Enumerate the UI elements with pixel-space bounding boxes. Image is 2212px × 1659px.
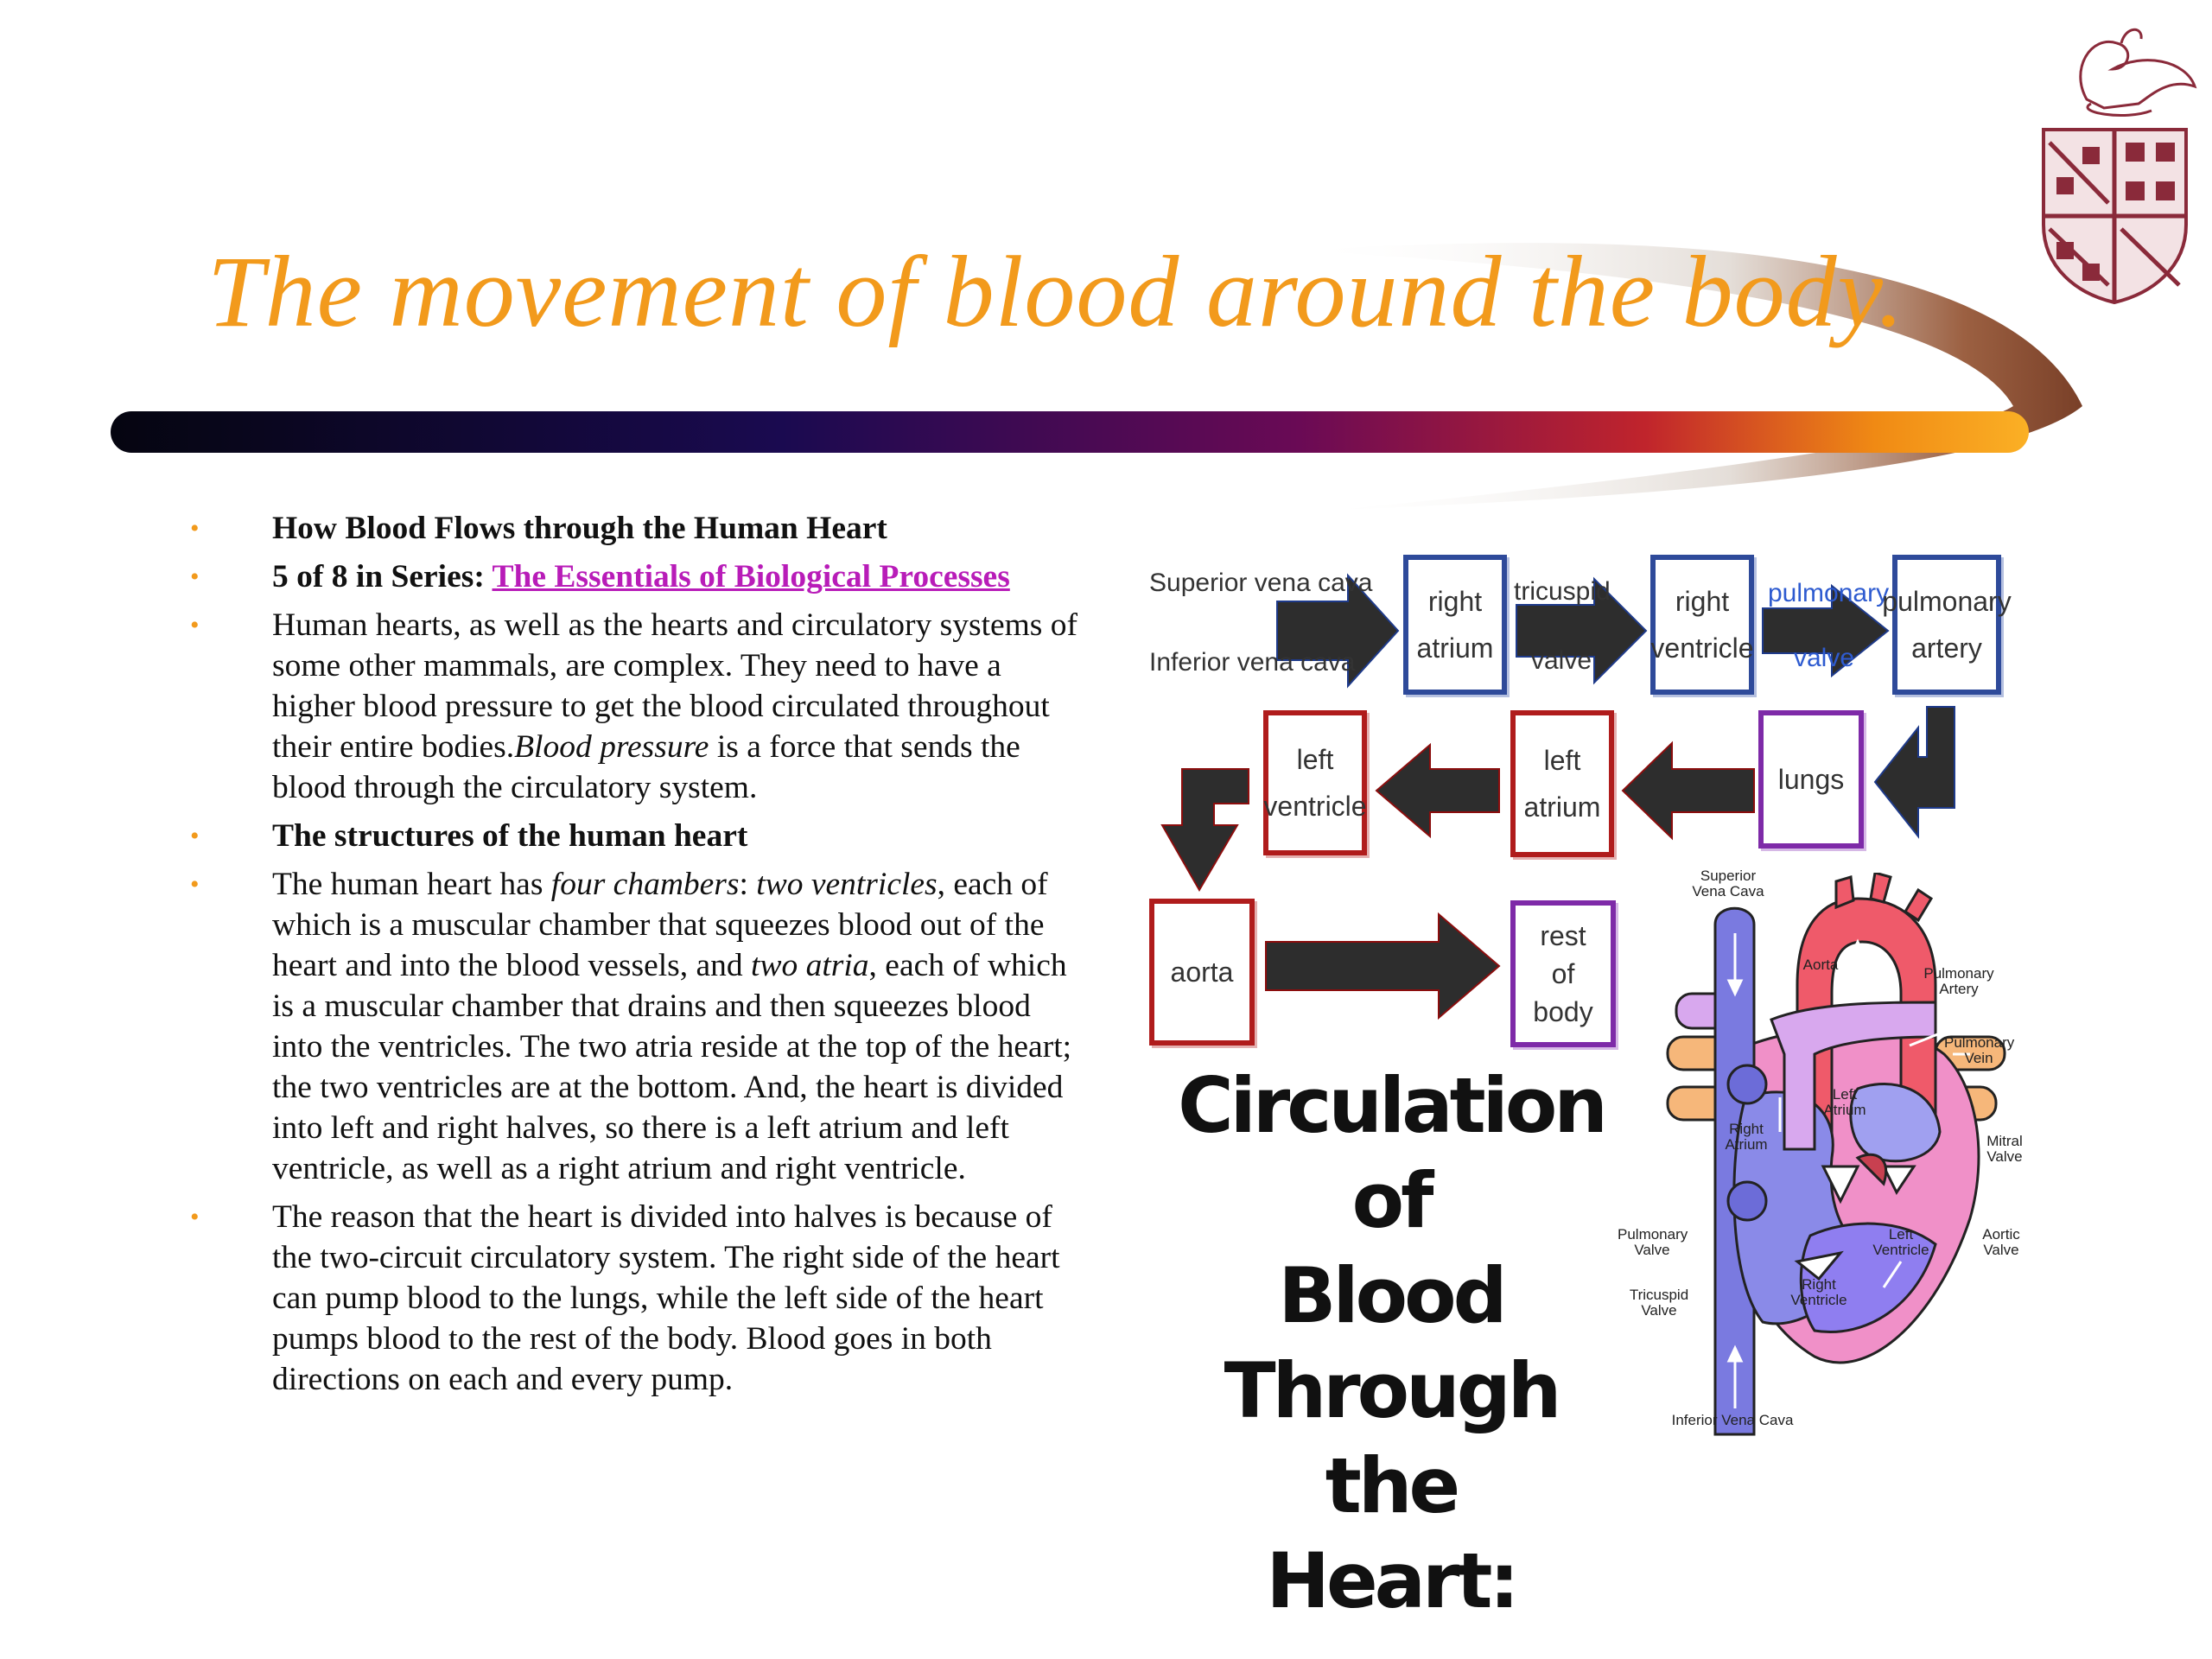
bullet-dot: • bbox=[190, 563, 200, 591]
flow-label-valve: valve bbox=[1531, 646, 1592, 675]
circulation-heading bbox=[1175, 1058, 1607, 1629]
series-link[interactable]: The Essentials of Biological Processes bbox=[492, 559, 1010, 594]
bullet-heading-text: The structures of the human heart bbox=[272, 818, 748, 854]
heart-label-pulmonary-vein: Pulmonary Vein bbox=[1944, 1034, 2015, 1066]
flow-box-left-ventricle bbox=[1263, 710, 1367, 855]
flow-box-text: ventricle bbox=[1650, 632, 1754, 664]
flow-box-text: atrium bbox=[1416, 632, 1494, 664]
heart-label-pulmonary-artery: Pulmonary Artery bbox=[1923, 965, 1994, 997]
heart-label-superior-vena-cava: Superior Vena Cava bbox=[1692, 868, 1764, 899]
heart-label-left-atrium: Left Atrium bbox=[1823, 1086, 1866, 1118]
arrow-right bbox=[1266, 914, 1499, 1018]
circulation-heading-line: Blood bbox=[1278, 1251, 1504, 1340]
flow-box-left-atrium bbox=[1510, 710, 1614, 857]
flow-label-tricuspid: tricuspid bbox=[1514, 577, 1611, 606]
flow-box-text: body bbox=[1533, 996, 1593, 1027]
bullet-text: The human heart has bbox=[272, 867, 551, 902]
flow-label-pulmonary: pulmonary bbox=[1768, 579, 1890, 607]
flow-box-text: pulmonary bbox=[1882, 586, 2012, 617]
arrow-left bbox=[1623, 743, 1754, 838]
bullet-dot: • bbox=[190, 822, 200, 850]
heart-label-right-atrium: Right Atrium bbox=[1725, 1121, 1768, 1153]
heart-label-aorta: Aorta bbox=[1802, 957, 1839, 973]
flow-box-text: lungs bbox=[1777, 764, 1845, 795]
flow-box-pulmonary-artery bbox=[1882, 555, 2012, 695]
heart-label-inferior-vena-cava: Inferior Vena Cava bbox=[1671, 1412, 1794, 1428]
flow-box-text: rest bbox=[1540, 920, 1586, 951]
arrow-down-left bbox=[1875, 707, 1955, 836]
series-label: 5 of 8 in Series: bbox=[272, 559, 493, 594]
bullet-dot: • bbox=[190, 514, 200, 543]
circulation-heading-line: Through the bbox=[1224, 1346, 1559, 1530]
arrow-left bbox=[1376, 745, 1499, 836]
bullet-emphasis: Blood pressure bbox=[514, 729, 709, 765]
flow-box-text: left bbox=[1543, 745, 1581, 776]
flow-label-pulmonary-valve: valve bbox=[1794, 644, 1855, 672]
flow-box-rest-of-body bbox=[1510, 900, 1616, 1047]
flow-label-superior: Superior vena cava bbox=[1149, 569, 1373, 597]
heart-label-right-ventricle: Right Ventricle bbox=[1790, 1276, 1847, 1308]
heart-label-aortic-valve: Aortic Valve bbox=[1982, 1226, 2020, 1258]
flow-box-text: right bbox=[1427, 586, 1483, 617]
flow-label-inferior: Inferior vena cava bbox=[1149, 648, 1356, 677]
flow-box-text: aorta bbox=[1170, 957, 1234, 988]
slide-title: The movement of blood around the body. bbox=[207, 235, 1904, 348]
bullet-emphasis: four chambers bbox=[550, 867, 740, 902]
flow-box-right-ventricle bbox=[1650, 555, 1754, 695]
bullet-text: Human hearts, as well as the hearts and circulatory systems of some other mammals, are complex. They need to have a higher blood pressure to get the blood circulated throughout their entire bodies. bbox=[272, 607, 1078, 765]
bullet-dot: • bbox=[190, 611, 200, 639]
bullet-emphasis: two ventricles bbox=[756, 867, 938, 902]
flow-box-text: artery bbox=[1911, 632, 1982, 664]
flow-box-text: left bbox=[1296, 744, 1334, 775]
flow-box-text: ventricle bbox=[1263, 791, 1367, 822]
bullet-text: : bbox=[739, 867, 757, 902]
circulation-heading-line: Heart: bbox=[1266, 1536, 1516, 1625]
flow-box-text: right bbox=[1675, 586, 1730, 617]
circulation-heading-line: Circulation of bbox=[1178, 1061, 1605, 1245]
bullet-text: is a force that sends the blood through the circulatory system. bbox=[272, 729, 1020, 805]
flow-box-right-atrium bbox=[1403, 555, 1507, 695]
heart-label-pulmonary-valve: Pulmonary Valve bbox=[1618, 1226, 1688, 1258]
heart-label-mitral-valve: Mitral Valve bbox=[1986, 1133, 2023, 1165]
bullet-emphasis: two atria bbox=[751, 948, 869, 983]
bullet-text: , each of which is a muscular chamber that squeezes blood out of the heart and into the blood vessels, and bbox=[272, 867, 1048, 983]
heart-label-left-ventricle: Left Ventricle bbox=[1872, 1226, 1929, 1258]
flow-box-lungs bbox=[1758, 710, 1864, 849]
heart-label-tricuspid-valve: Tricuspid Valve bbox=[1629, 1287, 1689, 1319]
flow-box-aorta bbox=[1149, 899, 1255, 1046]
bullet-dot: • bbox=[190, 1203, 200, 1231]
bullet-heading-text: How Blood Flows through the Human Heart bbox=[272, 511, 887, 546]
flow-box-text: atrium bbox=[1523, 791, 1601, 823]
bullet-text: The reason that the heart is divided into halves is because of the two-circuit circulatory system. The right side of the heart can pump blood to the lungs, while the left side of the heart pumps blood to the rest of the body. Blood goes in both directions on each and every pump. bbox=[272, 1199, 1060, 1397]
flow-box-text: of bbox=[1551, 958, 1575, 989]
arrow-down bbox=[1162, 769, 1249, 890]
bullet-text: , each of which is a muscular chamber that drains and then squeezes blood into the ventricles. The two atria reside at the top of the heart; the two ventricles are at the bottom. And, the heart is divided into left and right halves, so there is a left atrium and left ventricle, as well as a right atrium and right ventricle. bbox=[272, 948, 1072, 1186]
bullet-dot: • bbox=[190, 870, 200, 899]
